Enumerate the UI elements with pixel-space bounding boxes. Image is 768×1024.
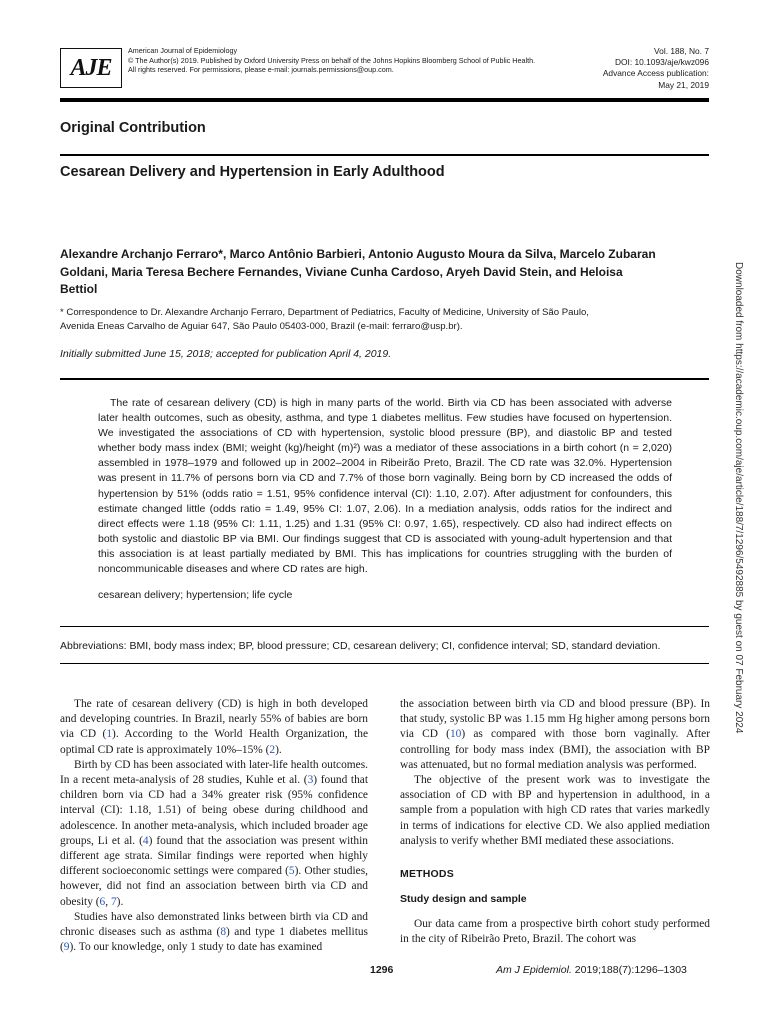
keywords: cesarean delivery; hypertension; life cycle xyxy=(98,589,293,601)
abstract-top-rule xyxy=(60,378,709,380)
text: The rate of cesarean delivery (CD) is high in both developed and developing countries. In Brazil, nearly 55% of babies are born via CD ( xyxy=(60,698,368,741)
body-column-right-continued xyxy=(400,917,710,947)
author-list: Alexandre Archanjo Ferraro*, Marco Antônio Barbieri, Antonio Augusto Moura da Silva, Marcelo Zubaran Goldani, Maria Teresa Bechere Fernandes, Viviane Cunha Cardoso, Aryeh David Stein, and Heloisa Bettiol xyxy=(60,247,656,296)
rights-line: All rights reserved. For permissions, please e-mail: journals.permissions@oup.com. xyxy=(128,65,394,75)
body-column-left xyxy=(60,697,368,955)
reference-link[interactable]: 10 xyxy=(449,728,462,741)
publication-date: May 21, 2019 xyxy=(658,79,709,90)
text: ). To our knowledge, only 1 study to date has examined xyxy=(69,941,323,954)
copyright-line: © The Author(s) 2019. Published by Oxford University Press on behalf of the Johns Hopkins Bloomberg School of Public Health. xyxy=(128,55,536,65)
article-title: Cesarean Delivery and Hypertension in Early Adulthood xyxy=(60,164,445,180)
text: , xyxy=(105,895,111,908)
text: ) and type 1 diabetes mellitus ( xyxy=(60,926,368,954)
paragraph: Our data came from a prospective birth cohort study performed in the city of Ribeirão Preto, Brazil. The cohort was xyxy=(400,918,710,946)
reference-link[interactable]: 7 xyxy=(110,895,117,908)
correspondence xyxy=(60,306,640,333)
paragraph xyxy=(60,910,368,956)
paragraph xyxy=(60,758,368,910)
advance-access: Advance Access publication: xyxy=(602,68,709,79)
reference-link[interactable]: 8 xyxy=(220,926,227,939)
text: ) as compared with those born vaginally. After controlling for body mass index (BMI), the association with BP was attenuated, but no formal mediation analysis was performed. xyxy=(400,728,710,771)
text: Studies have also demonstrated links between birth via CD and chronic diseases such as asthma ( xyxy=(60,910,368,939)
reference-link[interactable]: 9 xyxy=(63,941,70,954)
section-type: Original Contribution xyxy=(60,120,206,136)
reference-link[interactable]: 3 xyxy=(307,774,314,787)
doi: DOI: 10.1093/aje/kwz096 xyxy=(614,57,709,68)
paragraph: The objective of the present work was to investigate the association of CD with BP and hypertension in adulthood, in a sample from a population with high CD rates that varies markedly in terms of indications for elective CD. We also applied mediation analysis to verify whether BMI mediated these associations. xyxy=(400,774,710,847)
citation xyxy=(496,964,687,976)
download-watermark: Downloaded from https://academic.oup.com/aje/article/188/7/1296/5492885 by guest on 07 February 2024 xyxy=(733,262,744,734)
volume: Vol. 188, No. 7 xyxy=(654,46,709,56)
page-number: 1296 xyxy=(370,964,394,976)
title-rule xyxy=(60,154,709,156)
issue-info xyxy=(560,46,709,91)
reference-link[interactable]: 5 xyxy=(288,865,295,878)
text: Birth by CD has been associated with later-life health outcomes. In a recent meta-analysis of 28 studies, Kuhle et al. ( xyxy=(60,758,368,787)
abstract: The rate of cesarean delivery (CD) is high in many parts of the world. Birth via CD has been associated with adverse later health outcomes, such as obesity, asthma, and type 1 diabetes mellitus. Few studies have focused on hypertension. We investigated the associations of CD with hypertension, systolic blood pressure (BP), and diastolic BP and tested whether body mass index (BMI; weight (kg)/height (m)²) was a mediator of these associations in a birth cohort (n = 2,020) assembled in 1978–1979 and followed up in 2002–2004 in Ribeirão Preto, Brazil. The CD rate was 32.0%. Hypertension was present in 11.7% of persons born via CD and 7.7% of those born vaginally. Being born by CD increased the odds of hypertension by 51% (odds ratio = 1.51, 95% confidence interval (CI): 1.10, 2.07). After adjustment for confounders, this estimate changed little (odds ratio = 1.49, 95% CI: 1.07, 2.06). In a mediation analysis, odds ratios for the indirect and direct effects were 1.18 (95% CI: 1.11, 1.25) and 1.31 (95% CI: 0.97, 1.65), respectively. CD also had indirect effects on both systolic and diastolic BP via BMI. Our findings suggest that CD is associated with young-adult hypertension and that this association is at least partially mediated by BMI. This has implications for countries struggling with the burden of noncommunicable diseases and where CD rates are high. xyxy=(98,397,672,576)
correspondence-line-1: * Correspondence to Dr. Alexandre Archanjo Ferraro, Department of Pediatrics, Faculty of Medicine, University of São Paulo, xyxy=(60,307,589,318)
text: ). According to the World Health Organization, the optimal CD rate is approximately 10%–15% ( xyxy=(60,728,368,756)
journal-name: American Journal of Epidemiology xyxy=(128,46,238,55)
submission-dates: Initially submitted June 15, 2018; accepted for publication April 4, 2019. xyxy=(60,348,392,360)
text: ) found that the association was present within different age strata. Similar findings were reported when highly different socioeconomic settings were compared ( xyxy=(60,834,368,878)
paragraph xyxy=(60,697,368,758)
body-column-right xyxy=(400,697,710,849)
text: ). xyxy=(275,743,282,756)
reference-link[interactable]: 4 xyxy=(142,834,149,847)
header-rule xyxy=(60,98,709,102)
journal-logo: AJE xyxy=(60,48,122,88)
abbreviations-bottom-rule xyxy=(60,663,709,664)
reference-link[interactable]: 6 xyxy=(99,895,106,908)
citation-details: 2019;188(7):1296–1303 xyxy=(571,964,687,976)
text: ). Other studies, however, did not find an association between birth via CD and obesity ( xyxy=(60,865,369,908)
abbreviations-top-rule xyxy=(60,626,709,627)
reference-link[interactable]: 1 xyxy=(106,728,113,741)
text: ). xyxy=(116,895,124,908)
correspondence-line-2: Avenida Eneas Carvalho de Aguiar 647, São Paulo 05403-000, Brazil (e-mail: ferraro@usp.br). xyxy=(60,320,463,332)
section-heading-methods: METHODS xyxy=(400,868,454,880)
journal-info xyxy=(128,46,588,75)
paragraph xyxy=(400,697,710,773)
text: the association between birth via CD and blood pressure (BP). In that study, systolic BP was 1.15 mm Hg higher among persons born via CD ( xyxy=(400,698,710,741)
journal-abbrev: Am J Epidemiol. xyxy=(496,964,572,976)
subsection-heading: Study design and sample xyxy=(400,893,527,905)
text: ) found that children born via CD had a 34% greater risk (95% confidence interval (CI): 1.18, 1.51) of being obese during childhood and adolescence. In another meta-analysis, which included broader age groups, Li et al. ( xyxy=(60,774,368,847)
reference-link[interactable]: 2 xyxy=(269,743,276,756)
abbreviations: Abbreviations: BMI, body mass index; BP, blood pressure; CD, cesarean delivery; CI, confidence interval; SD, standard deviation. xyxy=(60,640,661,652)
